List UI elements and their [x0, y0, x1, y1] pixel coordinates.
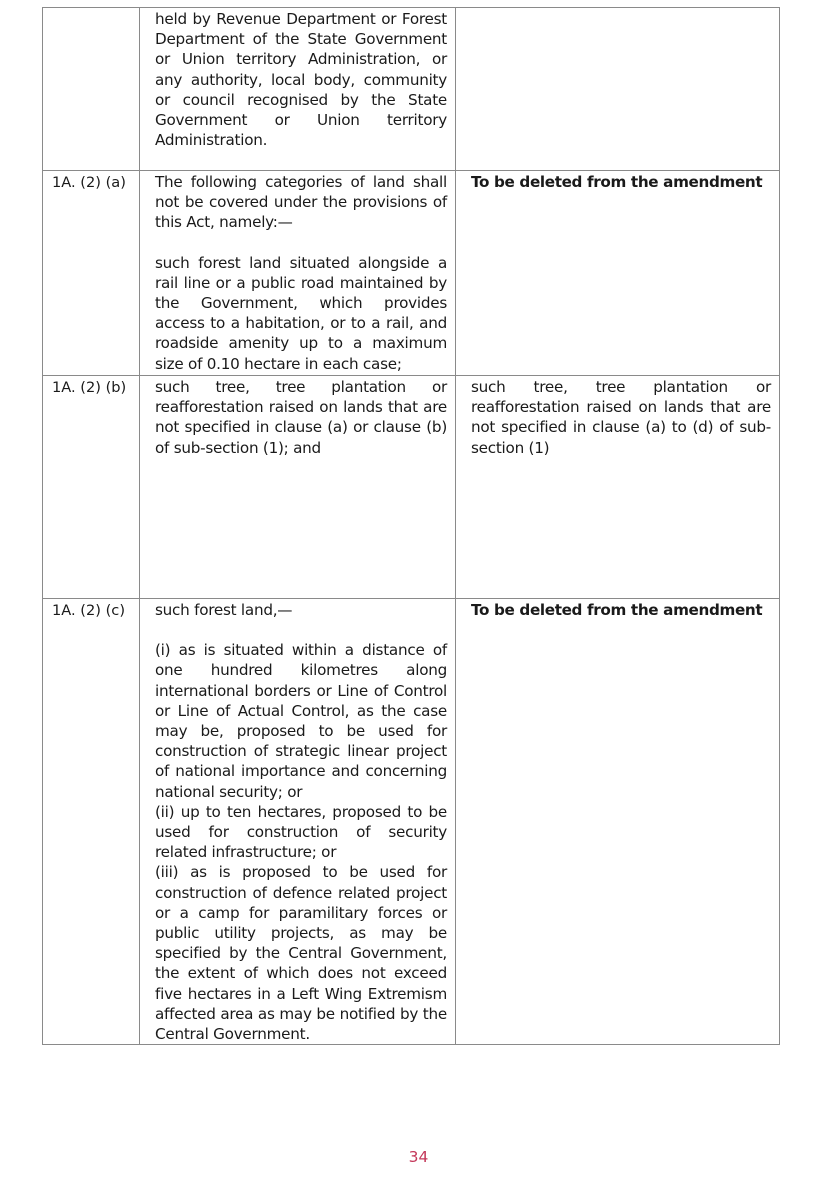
original-text-cell [140, 376, 456, 599]
original-text-cell [140, 599, 456, 1045]
original-text-cell [140, 171, 456, 376]
original-clause-ii: (ii) up to ten hectares, proposed to be used for construction of security related infrastructure; or [155, 802, 447, 862]
amendment-note: To be deleted from the amendment [471, 173, 763, 191]
original-paragraph: such forest land situated alongside a rail line or a public road maintained by the Government, which provides access to a habitation, or to a rail, and roadside amenity up to a maximum size of 0.10 hectare in each case; [155, 253, 447, 373]
original-clause-i: (i) as is situated within a distance of one hundred kilometres along international borders or Line of Control or Line of Actual Control, as the case may be, proposed to be used for construction of strategic linear project of national importance and concerning national security; or [155, 641, 447, 801]
original-paragraph: such tree, tree plantation or reafforestation raised on lands that are not specified in clause (a) or clause (b) of sub-section (1); and [155, 378, 447, 457]
table-row [43, 171, 780, 376]
section-cell: 1A. (2) (a) [43, 171, 140, 376]
original-paragraph: such forest land,— [155, 601, 293, 619]
page-number: 34 [408, 1148, 429, 1166]
original-clause-iii: (iii) as is proposed to be used for construction of defence related project or a camp for paramilitary forces or public utility projects, as may be specified by the Central Government, the extent of which does not exceed five hectares in a Left Wing Extremism affected area as may be notified by the Central Government. [155, 863, 447, 1044]
amendment-text-cell [456, 376, 780, 599]
section-cell: 1A. (2) (b) [43, 376, 140, 599]
amendment-text-cell [456, 8, 780, 171]
amendment-text-cell [456, 171, 780, 376]
table-row [43, 8, 780, 171]
section-cell [43, 8, 140, 171]
table-row [43, 376, 780, 599]
amendment-note: To be deleted from the amendment [471, 601, 763, 619]
section-cell: 1A. (2) (c) [43, 599, 140, 1045]
original-paragraph: held by Revenue Department or Forest Department of the State Government or Union territory Administration, or any authority, local body, community or council recognised by the State Government or Union territory Administration. [155, 10, 447, 150]
original-paragraph: The following categories of land shall not be covered under the provisions of this Act, namely:— [155, 173, 447, 232]
amendment-text-cell [456, 599, 780, 1045]
original-text-cell [140, 8, 456, 171]
amendment-comparison-table [42, 7, 780, 1045]
amendment-paragraph: such tree, tree plantation or reafforestation raised on lands that are not specified in clause (a) to (d) of sub-section (1) [471, 378, 771, 457]
table-row [43, 599, 780, 1045]
